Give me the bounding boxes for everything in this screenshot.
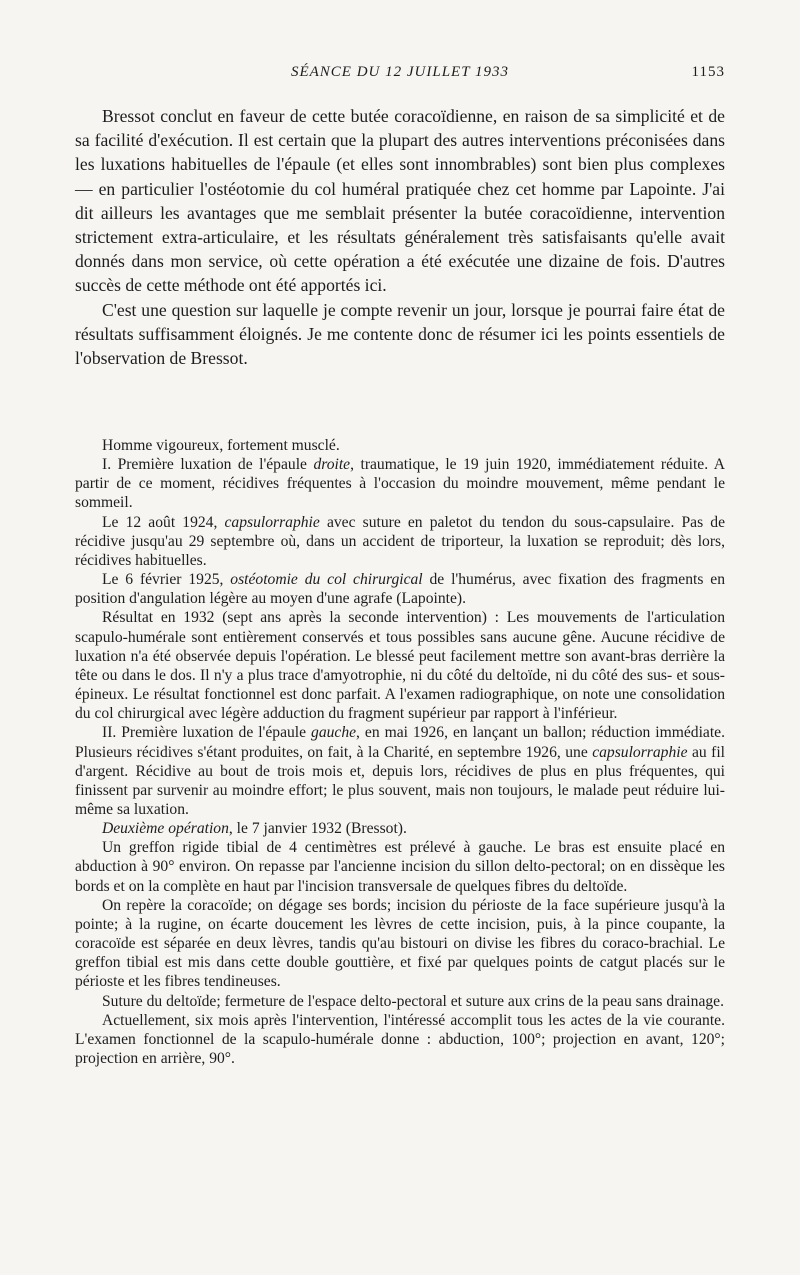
observation-paragraph: Suture du deltoïde; fermeture de l'espace delto-pectoral et suture aux crins de la peau sans drainage. (102, 992, 724, 1010)
observation-paragraph (75, 570, 725, 608)
text-run: , le 7 janvier 1932 (Bressot). (228, 820, 407, 838)
text-run: , en mai 1926, en lançant un ballon; réduction immédiate. Plusieurs récidives s'étant produites, on fait, à la Charité, en septembre 1926, une (75, 724, 725, 761)
italic-run: capsulorraphie (224, 513, 320, 531)
paragraph: C'est une question sur laquelle je compte revenir un jour, lorsque je pourrai faire état de résultats suffisamment éloignés. Je me contente donc de résumer ici les points essentiels de l'observation de Bressot. (75, 299, 725, 369)
text-run: II. Première luxation de l'épaule (102, 724, 312, 742)
header-title: SÉANCE DU 12 JUILLET 1933 (290, 64, 510, 80)
observation-paragraph (75, 513, 725, 570)
text-run: avec suture en paletot du tendon du sous-capsulaire. Pas de récidive jusqu'au 29 septembre où, dans un accident de triporteur, la luxation se reproduit; dès lors, récidives habituelles. (75, 513, 725, 569)
italic-run: droite (313, 456, 351, 474)
page-number: 1153 (691, 64, 725, 80)
observation-paragraph: Actuellement, six mois après l'intervention, l'intéressé accomplit tous les actes de la vie courante. L'examen fonctionnel de la scapulo-humérale donne : abduction, 100°; projection en avant, 120°; projection en arrière, 90°. (75, 1011, 725, 1067)
text-run: Le 12 août 1924, (102, 513, 225, 531)
italic-run: ostéotomie du col chirurgical (230, 571, 423, 589)
text-run: Le 6 février 1925, (102, 571, 231, 589)
text-run: , traumatique, le 19 juin 1920, immédiatement réduite. A partir de ce moment, récidives fréquentes à l'occasion du moindre mouvement, même pendant le sommeil. (75, 456, 725, 512)
italic-run: capsulorraphie (592, 743, 688, 761)
observation-text (75, 436, 725, 1068)
observation-paragraph: Résultat en 1932 (sept ans après la seconde intervention) : Les mouvements de l'articulation scapulo-humérale sont entièrement conservés et tous possibles sans aucune gêne. Aucune récidive de luxation n'a été observée depuis l'opération. Le blessé peut facilement mettre son avant-bras derrière la tête ou dans le dos. Il n'y a plus trace d'amyotrophie, ni du côté du deltoïde, ni du côté des sus- et sous-épineux. Le résultat fonctionnel est donc parfait. A l'examen radiographique, on note une consolidation du col chirurgical avec légère adduction du fragment supérieur par rapport à l'inférieur. (75, 609, 725, 723)
body-text (75, 104, 725, 370)
italic-run: gauche (311, 724, 357, 742)
italic-run: Deuxième opération (102, 820, 229, 838)
text-run: I. Première luxation de l'épaule (102, 456, 314, 474)
paragraph: Bressot conclut en faveur de cette butée coracoïdienne, en raison de sa simplicité et de sa facilité d'exécution. Il est certain que la plupart des autres interventions préconisées dans les luxations habituelles de l'épaule (et elles sont innombrables) sont bien plus complexes — en particulier l'ostéotomie du col huméral pratiquée chez cet homme par Lapointe. J'ai dit ailleurs les avantages que me semblait présenter la butée coracoïdienne, intervention strictement extra-articulaire, et les résultats généralement très satisfaisants qu'elle avait donnés dans mon service, où cette opération a été exécutée une dizaine de fois. D'autres succès de cette méthode ont été apportés ici. (75, 106, 725, 296)
observation-paragraph (75, 819, 725, 838)
observation-intro: Homme vigoureux, fortement musclé. (102, 437, 340, 454)
observation-paragraph (75, 723, 725, 819)
observation-paragraph: On repère la coracoïde; on dégage ses bords; incision du périoste de la face supérieure jusqu'à la pointe; à la rugine, on écarte doucement les lèvres de cette incision, puis, à la pince coupante, la coracoïde est séparée en deux lèvres, tandis qu'au bistouri on divise les fibres du coraco-brachial. Le greffon tibial est mis dans cette double gouttière, et fixé par quelques points de catgut placés sur le périoste et les fibres tendineuses. (75, 896, 725, 991)
running-header (75, 64, 725, 86)
text-run: de l'humérus, avec fixation des fragments en position d'angulation légère au moyen d'une agrafe (Lapointe). (75, 571, 725, 608)
text-run: au fil d'argent. Récidive au bout de trois mois et, depuis lors, récidives de plus en plus fréquentes, qui finissent par survenir au moindre effort; le plus souvent, mais non toujours, le malade peut réduire lui-même sa luxation. (75, 743, 725, 818)
observation-paragraph (75, 455, 725, 512)
observation-paragraph: Un greffon rigide tibial de 4 centimètres est prélevé à gauche. Le bras est ensuite placé en abduction à 90° environ. On repasse par l'ancienne incision du sillon delto-pectoral; on en dissèque les bords et on la complète en haut par l'incision transversale de quelques fibres du deltoïde. (75, 839, 725, 895)
